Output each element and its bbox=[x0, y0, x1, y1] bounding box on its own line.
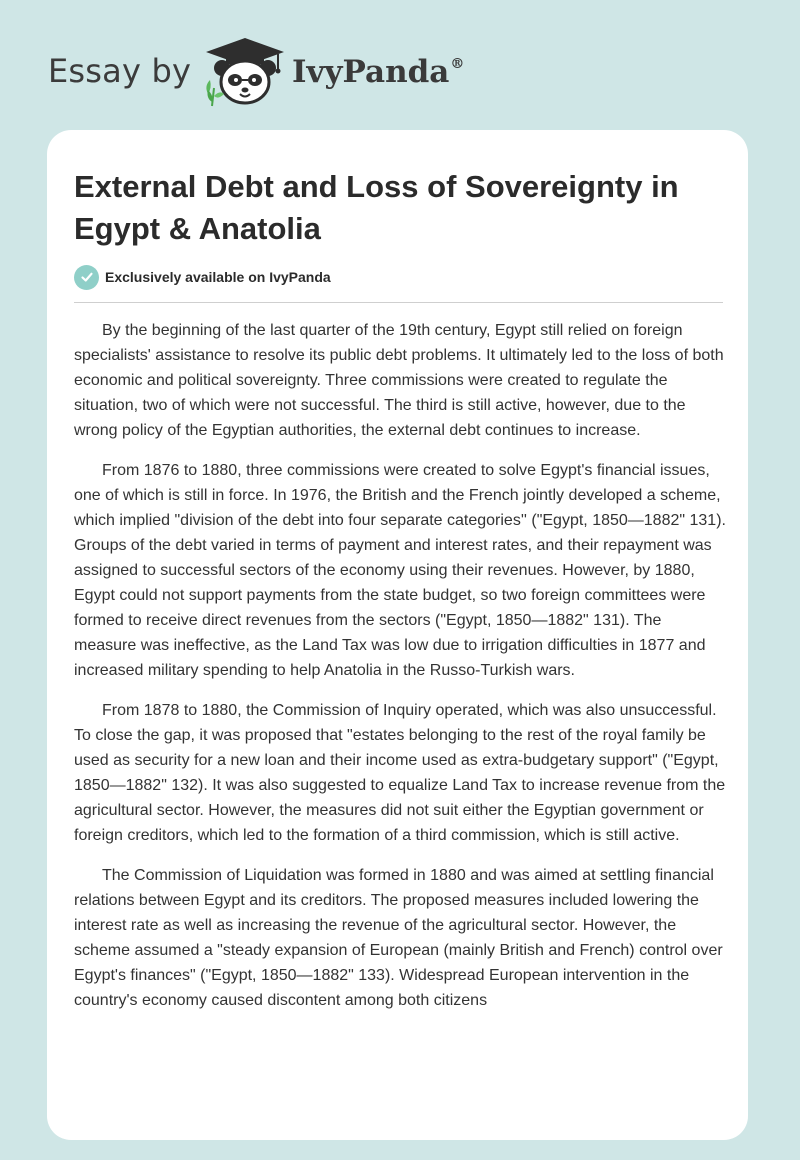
exclusive-badge bbox=[74, 264, 331, 290]
paragraph: The Commission of Liquidation was formed in 1880 and was aimed at settling financial relations between Egypt and its creditors. The proposed measures included lowering the interest rate as well as increasing the revenue of the agricultural sector. However, the scheme assumed a "steady expansion of European (mainly British and French) control over Egypt's finances" ("Egypt, 1850—1882" 133). Widespread European intervention in the country's economy caused discontent among both citizens bbox=[74, 867, 723, 1009]
page-title: External Debt and Loss of Sovereignty in Egypt & Anatolia bbox=[74, 169, 679, 246]
site-header bbox=[0, 0, 800, 120]
paragraph: By the beginning of the last quarter of the 19th century, Egypt still relied on foreign specialists' assistance to resolve its public debt problems. It ultimately led to the loss of both economic and political sovereignty. Three commissions were created to regulate the situation, two of which were not successful. The third is still active, however, due to the wrong policy of the Egyptian authorities, the external debt continues to increase. bbox=[74, 322, 724, 439]
essay-body bbox=[74, 318, 726, 1028]
divider bbox=[74, 302, 723, 303]
registered-mark: ® bbox=[450, 56, 465, 72]
paragraph: From 1878 to 1880, the Commission of Inquiry operated, which was also unsuccessful. To close the gap, it was proposed that "estates belonging to the rest of the royal family be used as security for a new loan and their income used as extra-budgetary support" ("Egypt, 1850—1882" 132). It was also suggested to equalize Land Tax to increase revenue from the agricultural sector. However, the measures did not suit either the Egyptian government or foreign creditors, which led to the formation of a third commission, which is still active. bbox=[74, 702, 726, 844]
essay-by-label: Essay by bbox=[48, 52, 192, 90]
panda-graduate-icon[interactable] bbox=[202, 36, 288, 108]
essay-card bbox=[47, 130, 748, 1140]
brand-text: IvyPanda bbox=[292, 54, 450, 90]
exclusive-label: Exclusively available on IvyPanda bbox=[105, 269, 331, 285]
check-circle-icon bbox=[74, 265, 99, 290]
brand-name[interactable] bbox=[292, 54, 464, 90]
paragraph: From 1876 to 1880, three commissions were created to solve Egypt's financial issues, one of which is still in force. In 1976, the British and the French jointly developed a scheme, which implied "division of the debt into four separate categories'' ("Egypt, 1850—1882" 131). Groups of the debt varied in terms of payment and interest rates, and their repayment was assigned to successful sectors of the economy using their revenues. However, by 1880, Egypt could not support payments from the state budget, so two foreign committees were formed to receive direct revenues from the sectors ("Egypt, 1850—1882" 131). The measure was ineffective, as the Land Tax was low due to irrigation difficulties in 1877 and increased military spending to help Anatolia in the Russo-Turkish wars. bbox=[74, 462, 726, 679]
